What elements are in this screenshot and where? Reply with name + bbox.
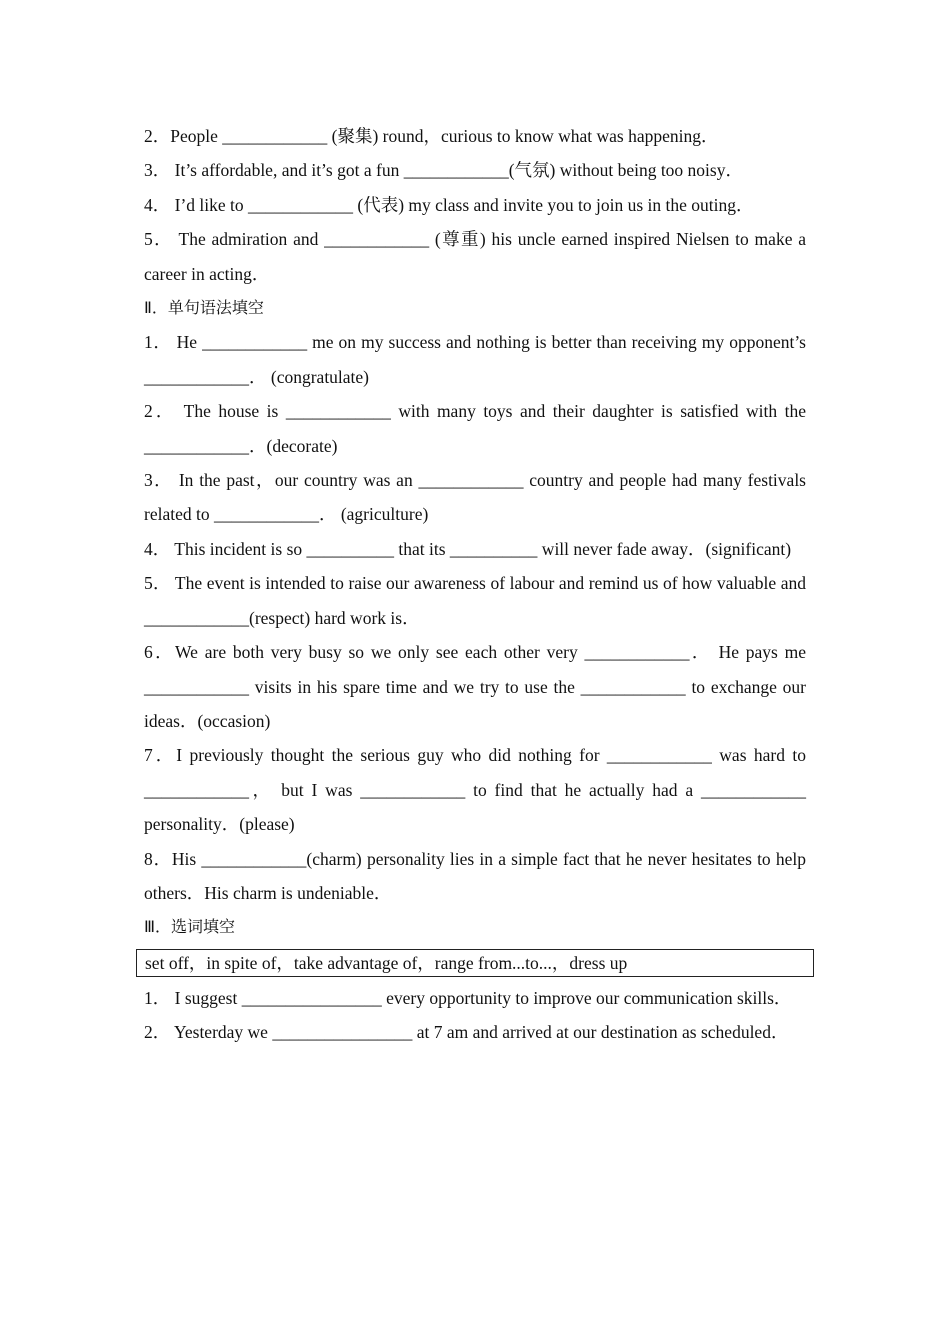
part2-item-8: 8．His ____________(charm) personality lies in a simple fact that he never hesitates to help others．His charm is undeniable． [144, 848, 806, 903]
part1-item-4: 4． I’d like to ____________ (代表) my class and invite you to join us in the outing． [144, 194, 754, 215]
part2-item-4: 4． This incident is so __________ that its __________ will never fade away．(significant) [144, 538, 792, 559]
part1-item-2: 2．People ____________ (聚集) round，curious to know what was happening． [144, 126, 719, 146]
part3-item-1: 1． I suggest ________________ every opportunity to improve our communication skills． [144, 987, 792, 1008]
word-bank-box: set off，in spite of，take advantage of，range from...to...，dress up [136, 949, 814, 977]
part2-item-3: 3． In the past，our country was an ____________ country and people had many festivals related to ____________． (agriculture) [144, 470, 806, 525]
part1-item-3: 3． It’s affordable, and it’s got a fun ____________(气氛) without being too noisy． [144, 160, 743, 181]
part2-item-5: 5． The event is intended to raise our awareness of labour and remind us of how valuable and ____________(respect) hard work is． [144, 573, 806, 628]
section-3-heading: Ⅲ．选词填空 [144, 917, 236, 937]
part2-item-7: 7．I previously thought the serious guy who did nothing for ____________ was hard to ____________， but I was ____________ to find that he actually had a ____________ personality．(please) [144, 745, 806, 835]
part2-item-6: 6．We are both very busy so we only see each other very ____________． He pays me ____________ visits in his spare time and we try to use the ____________ to exchange our ideas．(occasion) [144, 642, 806, 731]
part2-item-2: 2． The house is ____________ with many toys and their daughter is satisfied with the ____________．(decorate) [144, 401, 806, 456]
part2-item-1: 1． He ____________ me on my success and nothing is better than receiving my opponent’s ____________． (congratulate) [144, 332, 806, 387]
section-2-heading: Ⅱ．单句语法填空 [144, 298, 264, 318]
part3-item-2: 2． Yesterday we ________________ at 7 am and arrived at our destination as scheduled． [144, 1022, 789, 1043]
part1-item-5: 5． The admiration and ____________ (尊重) his uncle earned inspired Nielsen to make a career in acting． [144, 229, 806, 284]
worksheet-page [144, 119, 806, 1050]
